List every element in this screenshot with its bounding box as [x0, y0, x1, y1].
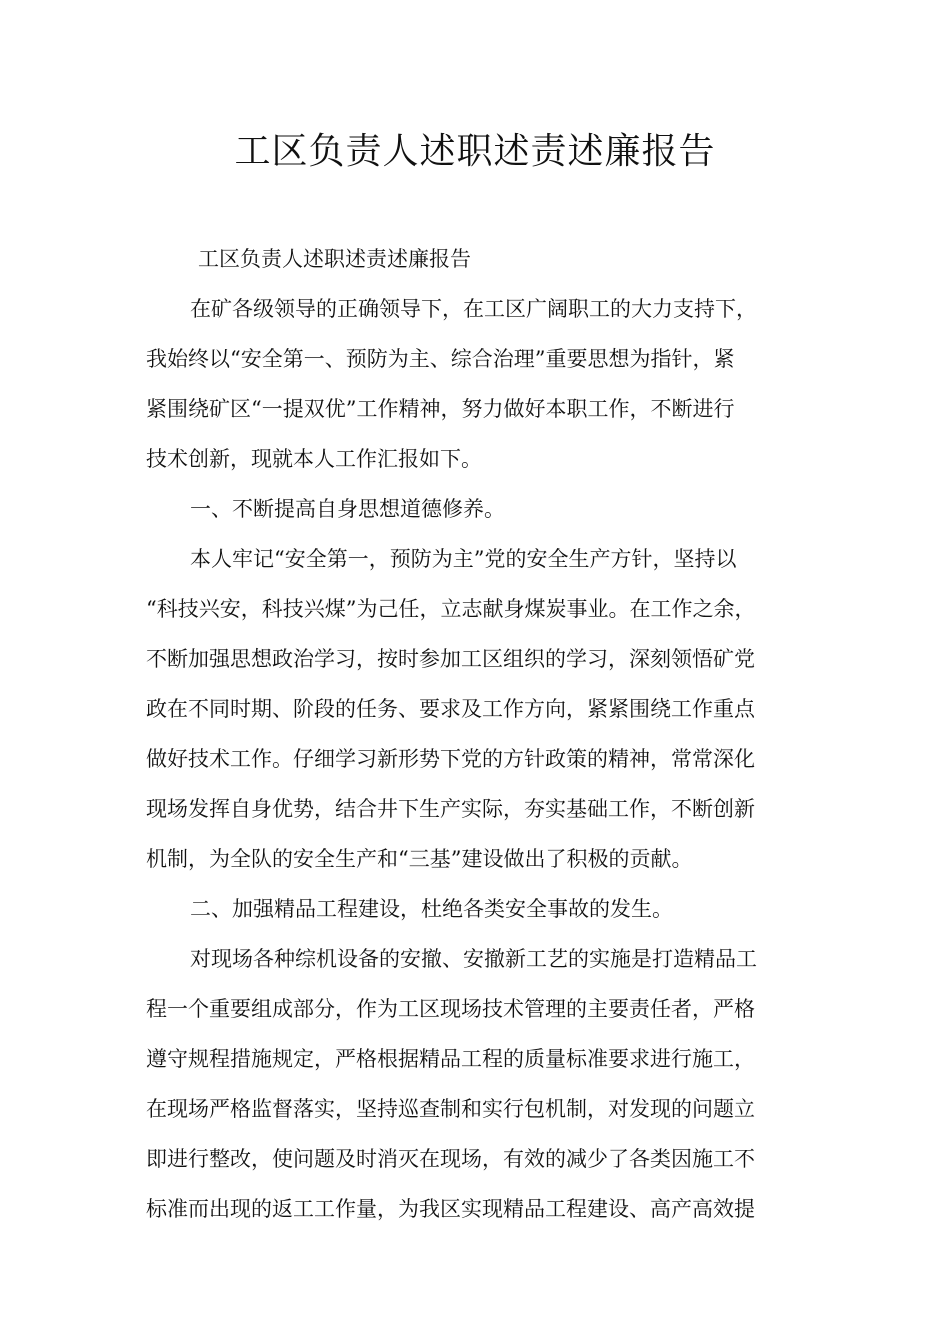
paragraph-line: 标准而出现的返工工作量，为我区实现精品工程建设、高产高效提 [146, 1197, 755, 1221]
paragraph-line: “科技兴安，科技兴煤”为己任，立志献身煤炭事业。在工作之余， [146, 597, 756, 621]
paragraph-line: 在现场严格监督落实，坚持巡查制和实行包机制，对发现的问题立 [146, 1097, 755, 1121]
paragraph-line: 遵守规程措施规定，严格根据精品工程的质量标准要求进行施工， [146, 1047, 755, 1071]
paragraph-line: 紧围绕矿区“一提双优”工作精神，努力做好本职工作，不断进行 [146, 397, 735, 421]
paragraph-line: 在矿各级领导的正确领导下，在工区广阔职工的大力支持下， [190, 297, 757, 321]
document-title: 工区负责人述职述责述廉报告 [234, 131, 716, 172]
paragraph-line: 做好技术工作。仔细学习新形势下党的方针政策的精神，常常深化 [146, 747, 755, 771]
document-body [146, 234, 814, 1234]
paragraph-line: 本人牢记“安全第一，预防为主”党的安全生产方针，坚持以 [190, 547, 737, 571]
paragraph-line: 不断加强思想政治学习，按时参加工区组织的学习，深刻领悟矿党 [146, 647, 755, 671]
paragraph-line: 程一个重要组成部分，作为工区现场技术管理的主要责任者，严格 [146, 997, 755, 1021]
paragraph-line: 现场发挥自身优势，结合井下生产实际，夯实基础工作，不断创新 [146, 797, 755, 821]
section-heading: 一、不断提高自身思想道德修养。 [190, 497, 505, 521]
paragraph-line: 对现场各种综机设备的安撤、安撤新工艺的实施是打造精品工 [190, 947, 757, 971]
paragraph-line: 技术创新，现就本人工作汇报如下。 [146, 447, 482, 471]
paragraph-line: 即进行整改，使问题及时消灭在现场，有效的减少了各类因施工不 [146, 1147, 755, 1171]
paragraph-line: 我始终以“安全第一、预防为主、综合治理”重要思想为指针，紧 [146, 347, 735, 371]
paragraph-line: 政在不同时期、阶段的任务、要求及工作方向，紧紧围绕工作重点 [146, 697, 755, 721]
document-subtitle: 工区负责人述职述责述廉报告 [198, 247, 471, 271]
section-heading: 二、加强精品工程建设，杜绝各类安全事故的发生。 [190, 897, 673, 921]
paragraph-line: 机制，为全队的安全生产和“三基”建设做出了积极的贡献。 [146, 847, 693, 871]
